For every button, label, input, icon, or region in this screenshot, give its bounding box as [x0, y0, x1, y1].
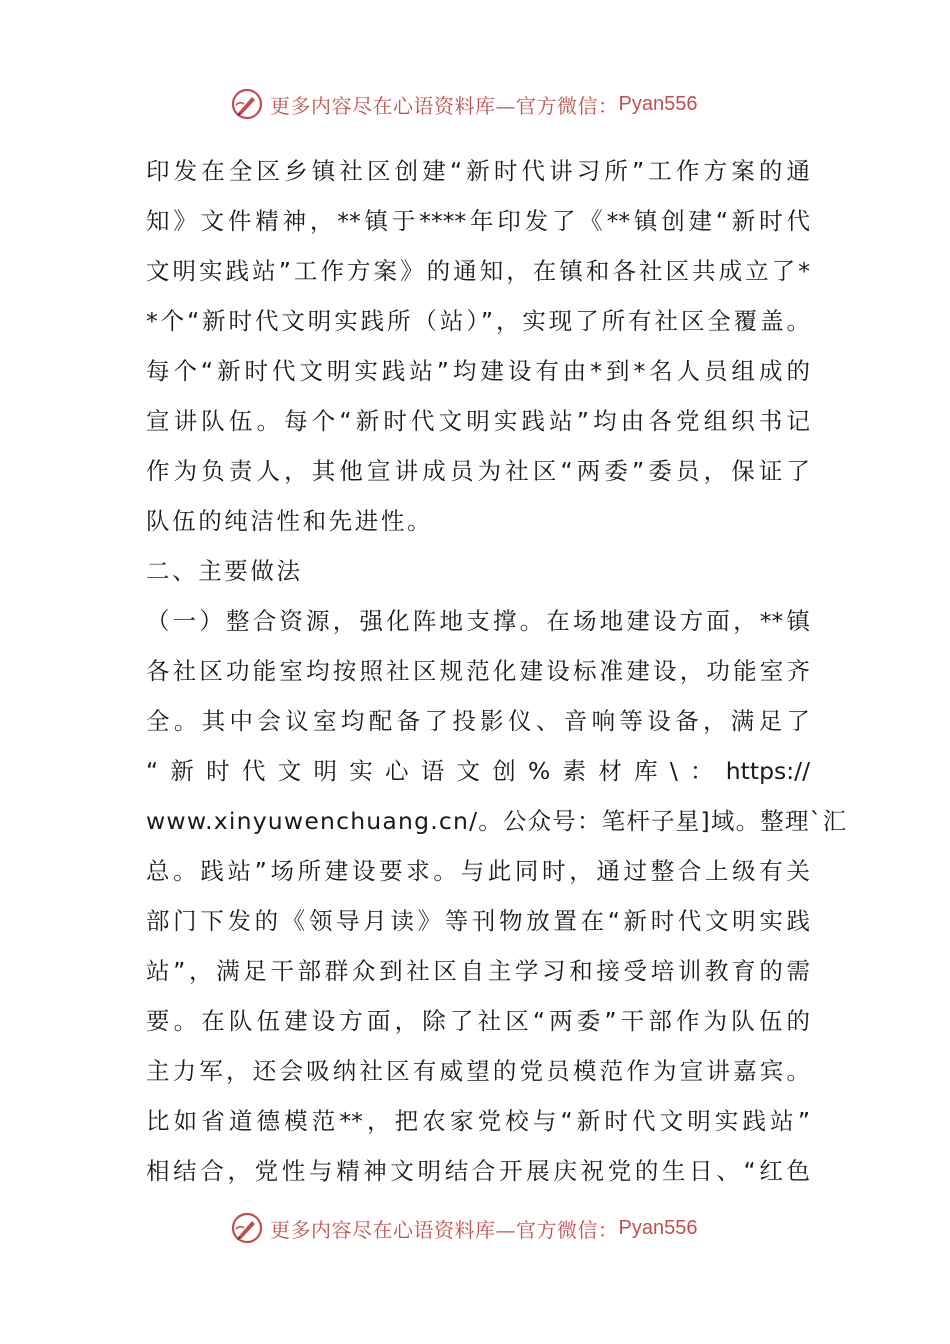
body-line-with-url: “新时代文明实心语文创%素材库\：https:// [146, 757, 810, 785]
body-line: 每个“新时代文明实践站”均建设有由*到*名人员组成的 [146, 357, 810, 385]
body-line: 作为负责人，其他宣讲成员为社区“两委”委员，保证了 [146, 457, 810, 485]
body-line: 印发在全区乡镇社区创建“新时代讲习所”工作方案的通 [146, 157, 810, 185]
body-line: 全。其中会议室均配备了投影仪、音响等设备，满足了 [146, 707, 810, 735]
body-line: 主力军，还会吸纳社区有威望的党员模范作为宣讲嘉宾。 [146, 1057, 810, 1085]
section-heading: 二、主要做法 [146, 557, 303, 585]
body-line: 宣讲队伍。每个“新时代文明实践站”均由各党组织书记 [146, 407, 810, 435]
body-line: *个“新时代文明实践所（站）”，实现了所有社区全覆盖。 [146, 307, 810, 335]
body-line: 相结合，党性与精神文明结合开展庆祝党的生日、“红色 [146, 1157, 810, 1185]
body-line: 各社区功能室均按照社区规范化建设标准建设，功能室齐 [146, 657, 810, 685]
footer-banner-text: 更多内容尽在心语资料库—官方微信： [270, 1217, 619, 1242]
header-banner-wechat-id: Pyan556 [618, 92, 698, 115]
body-line: 部门下发的《领导月读》等刊物放置在“新时代文明实践 [146, 907, 810, 935]
body-line: 知》文件精神，**镇于****年印发了《**镇创建“新时代 [146, 207, 810, 235]
document-body [146, 146, 848, 1196]
body-line: 总。践站”场所建设要求。与此同时，通过整合上级有关 [146, 857, 810, 885]
body-line: 队伍的纯洁性和先进性。 [146, 507, 434, 535]
pen-logo-icon [230, 87, 264, 121]
body-line: 要。在队伍建设方面，除了社区“两委”干部作为队伍的 [146, 1007, 810, 1035]
header-banner[interactable] [230, 84, 750, 124]
body-line: 比如省道德模范**，把农家党校与“新时代文明实践站” [146, 1107, 810, 1135]
footer-banner[interactable] [230, 1208, 750, 1248]
footer-banner-wechat-id: Pyan556 [618, 1216, 698, 1239]
body-line: 站”，满足干部群众到社区自主学习和接受培训教育的需 [146, 957, 810, 985]
body-line: （一）整合资源，强化阵地支撑。在场地建设方面，**镇 [146, 607, 810, 635]
pen-logo-icon [230, 1211, 264, 1245]
body-line: 文明实践站”工作方案》的通知，在镇和各社区共成立了* [146, 257, 810, 285]
body-line-with-url: www.xinyuwenchuang.cn/。公众号：笔杆子星]域。整理`汇 [146, 807, 848, 835]
header-banner-text: 更多内容尽在心语资料库—官方微信： [270, 93, 619, 118]
